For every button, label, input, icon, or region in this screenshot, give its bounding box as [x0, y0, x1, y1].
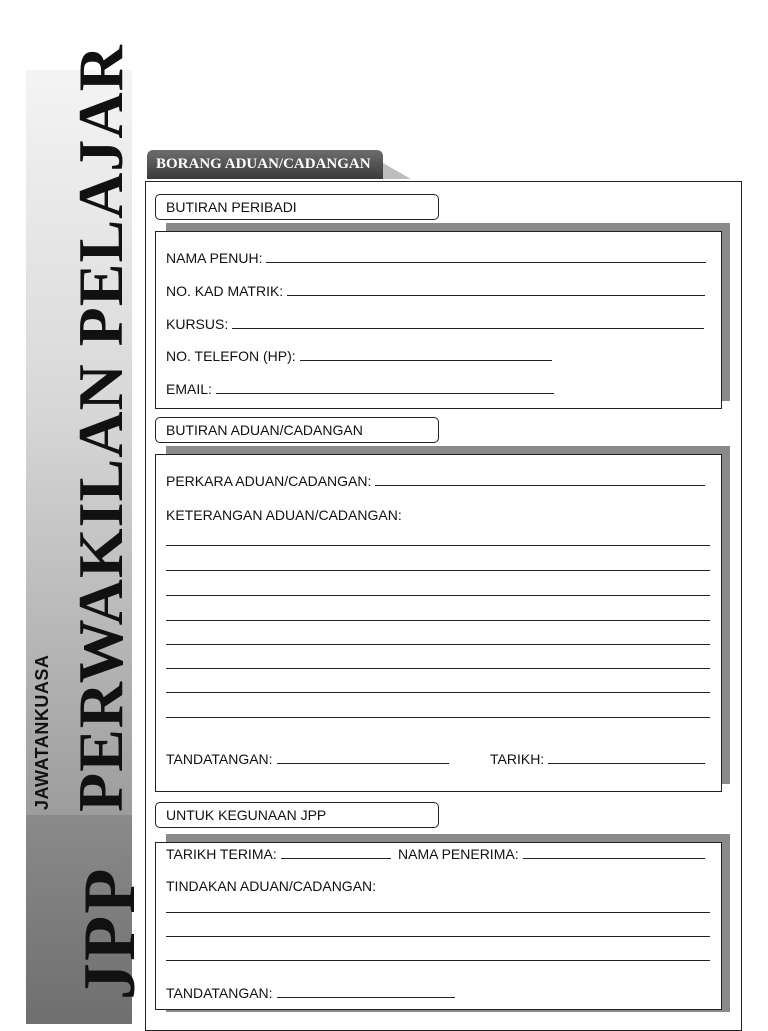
field-full-name[interactable] — [166, 250, 706, 266]
action-line[interactable] — [166, 912, 710, 913]
course-line[interactable] — [232, 328, 704, 329]
matric-no-line[interactable] — [287, 295, 705, 296]
office-section-heading: UNTUK KEGUNAAN JPP — [155, 802, 439, 828]
description-line[interactable] — [166, 644, 710, 645]
banner-acronym: JPP — [69, 866, 151, 1000]
field-course[interactable] — [166, 316, 704, 332]
complaint-subject-line[interactable] — [375, 485, 705, 486]
description-line[interactable] — [166, 717, 710, 718]
email-label: EMAIL: — [166, 381, 212, 397]
description-line[interactable] — [166, 595, 710, 596]
field-phone[interactable] — [166, 348, 552, 364]
description-line[interactable] — [166, 545, 710, 546]
office-signature-line[interactable] — [277, 997, 455, 998]
complaint-date-label: TARIKH: — [490, 751, 545, 767]
field-receiver-name[interactable] — [398, 846, 705, 862]
complaint-description-heading — [166, 507, 402, 523]
personal-section-heading: BUTIRAN PERIBADI — [155, 194, 439, 220]
receiver-name-line[interactable] — [523, 858, 705, 859]
complaint-description-label: KETERANGAN ADUAN/CADANGAN: — [166, 507, 402, 523]
office-signature-label: TANDATANGAN: — [166, 985, 273, 1001]
field-complaint-signature[interactable] — [166, 751, 449, 767]
form-title-tail — [383, 163, 411, 179]
complaint-box — [155, 454, 722, 792]
received-date-line[interactable] — [281, 858, 391, 859]
field-matric-no[interactable] — [166, 283, 705, 299]
field-email[interactable] — [166, 381, 554, 397]
description-line[interactable] — [166, 620, 710, 621]
complaint-signature-label: TANDATANGAN: — [166, 751, 273, 767]
description-line[interactable] — [166, 668, 710, 669]
description-line[interactable] — [166, 570, 710, 571]
complaint-signature-line[interactable] — [277, 763, 449, 764]
phone-line[interactable] — [300, 360, 552, 361]
field-complaint-subject[interactable] — [166, 473, 705, 489]
field-complaint-date[interactable] — [490, 751, 705, 767]
received-date-label: TARIKH TERIMA: — [166, 846, 277, 862]
field-received-date[interactable] — [166, 846, 391, 862]
form-title: BORANG ADUAN/CADANGAN — [147, 150, 383, 179]
full-name-label: NAMA PENUH: — [166, 250, 263, 266]
full-name-line[interactable] — [266, 262, 706, 263]
office-action-heading — [166, 878, 376, 894]
description-line[interactable] — [166, 692, 710, 693]
receiver-name-label: NAMA PENERIMA: — [398, 846, 519, 862]
email-line[interactable] — [216, 393, 554, 394]
complaint-section-heading: BUTIRAN ADUAN/CADANGAN — [155, 417, 439, 443]
banner-title: PERWAKILAN PELAJAR — [65, 44, 136, 812]
phone-label: NO. TELEFON (HP): — [166, 348, 296, 364]
complaint-date-line[interactable] — [548, 763, 705, 764]
office-action-label: TINDAKAN ADUAN/CADANGAN: — [166, 878, 377, 894]
action-line[interactable] — [166, 936, 710, 937]
complaint-subject-label: PERKARA ADUAN/CADANGAN: — [166, 473, 372, 489]
matric-no-label: NO. KAD MATRIK: — [166, 283, 284, 299]
field-office-signature[interactable] — [166, 985, 455, 1001]
action-line[interactable] — [166, 960, 710, 961]
banner-subtitle: JAWATANKUASA — [32, 654, 52, 810]
course-label: KURSUS: — [166, 316, 229, 332]
